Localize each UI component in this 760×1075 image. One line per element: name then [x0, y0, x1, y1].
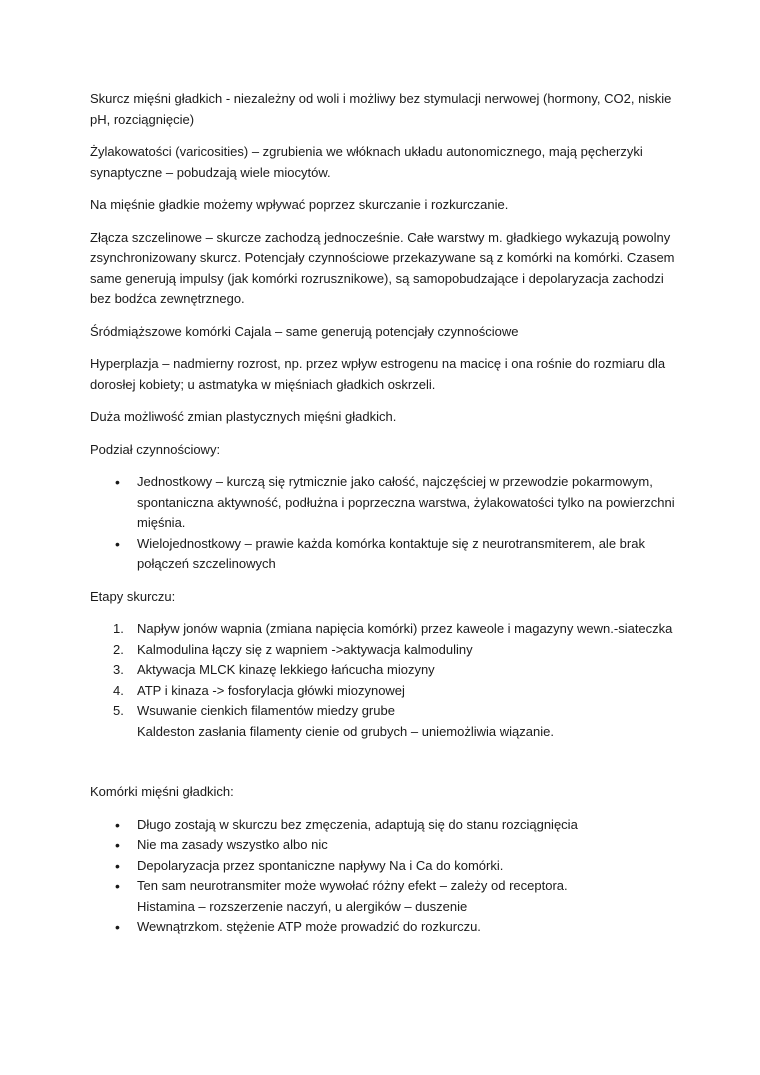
list-item-text: Aktywacja MLCK kinazę lekkiego łańcucha miozyny [137, 662, 435, 677]
number-marker: 1. [113, 621, 124, 636]
bullet-marker: • [115, 857, 120, 874]
paragraph-zlacza: Złącza szczelinowe – skurcze zachodzą jednocześnie. Całe warstwy m. gładkiego wykazują powolny zsynchronizowany skurcz. Potencjały czynnościowe przekazywane są z komórki na komórki. Czasem same generują impulsy (jak komórki rozrusznikowe), są samopobudzające i depolaryzacja zachodzi bez bodźca zewnętrznego. [90, 229, 675, 306]
list-item [90, 701, 680, 742]
list-item-text: ATP i kinaza -> fosforylacja główki miozynowej [137, 682, 405, 698]
bullet-marker: • [115, 535, 120, 552]
bullet-marker: • [115, 919, 120, 935]
paragraph-hyperplazja: Hyperplazja – nadmierny rozrost, np. przez wpływ estrogenu na macicę i ona rośnie do rozmiaru dla dorosłej kobiety; u astmatyka w mięśniach gładkich oskrzeli. [90, 356, 666, 392]
heading-etapy: Etapy skurczu: [90, 588, 176, 604]
paragraph-zylakowatosci: Żylakowatości (varicosities) – zgrubienia we włóknach układu autonomicznego, mają pęcherzyki synaptyczne – pobudzają wiele miocytów. [90, 144, 643, 180]
heading-podzial: Podział czynnościowy: [90, 441, 221, 457]
bullet-marker: • [115, 837, 120, 853]
list-item [90, 472, 680, 534]
paragraph-wplyw: Na mięśnie gładkie możemy wpływać poprzez skurczanie i rozkurczanie. [90, 197, 509, 212]
document-body [90, 89, 680, 950]
bullet-marker: • [115, 878, 120, 894]
number-marker: 5. [113, 703, 124, 718]
list-item [90, 681, 680, 702]
paragraph-plastycznosc: Duża możliwość zmian plastycznych mięśni gładkich. [90, 409, 397, 424]
paragraph-cajala: Śródmiąższowe komórki Cajala – same generują potencjały czynnościowe [90, 323, 519, 339]
list-item [90, 660, 680, 681]
list-item-text: Długo zostają w skurczu bez zmęczenia, adaptują się do stanu rozciągnięcia [137, 816, 578, 832]
list-item [90, 876, 680, 917]
list-item [90, 856, 680, 877]
paragraph-skurcz: Skurcz mięśni gładkich - niezależny od woli i możliwy bez stymulacji nerwowej (hormony, CO2, niskie pH, rozciągnięcie) [90, 91, 672, 127]
list-item-text: Kalmodulina łączy się z wapniem ->aktywacja kalmoduliny [137, 641, 473, 657]
number-marker: 2. [113, 641, 124, 657]
list-item-text: Ten sam neurotransmiter może wywołać różny efekt – zależy od receptora. [137, 878, 568, 893]
list-item [90, 640, 680, 661]
list-item-continuation: Histamina – rozszerzenie naczyń, u alergików – duszenie [137, 898, 468, 914]
bullet-marker: • [115, 474, 120, 490]
list-item [90, 835, 680, 856]
list-item [90, 619, 680, 640]
list-item [90, 815, 680, 836]
list-item-text: Depolaryzacja przez spontaniczne napływy Na i Ca do komórki. [137, 857, 504, 873]
list-item-continuation: Kaldeston zasłania filamenty cienie od grubych – uniemożliwia wiązanie. [137, 723, 554, 739]
komorki-list [90, 815, 680, 938]
list-item [90, 534, 680, 575]
list-item-text: Wsuwanie cienkich filamentów miedzy grube [137, 703, 395, 718]
list-item-text: Wielojednostkowy – prawie każda komórka kontaktuje się z neurotransmiterem, ale brak połączeń szczelinowych [137, 535, 645, 571]
list-item-text: Wewnątrzkom. stężenie ATP może prowadzić do rozkurczu. [137, 919, 481, 934]
list-item-text: Napływ jonów wapnia (zmiana napięcia komórki) przez kaweole i magazyny wewn.-siateczka [137, 621, 673, 636]
etapy-list [90, 619, 680, 742]
list-item-text: Nie ma zasady wszystko albo nic [137, 837, 328, 852]
bullet-marker: • [115, 816, 120, 833]
number-marker: 4. [113, 682, 124, 698]
heading-komorki: Komórki mięśni gładkich: [90, 784, 234, 799]
podzial-list [90, 472, 680, 575]
number-marker: 3. [113, 662, 124, 677]
list-item [90, 917, 680, 938]
list-item-text: Jednostkowy – kurczą się rytmicznie jako całość, najczęściej w przewodzie pokarmowym, spontaniczna aktywność, podłużna i poprzeczna warstwa, żylakowatości tylko na powierzchni mięśnia. [137, 474, 675, 530]
